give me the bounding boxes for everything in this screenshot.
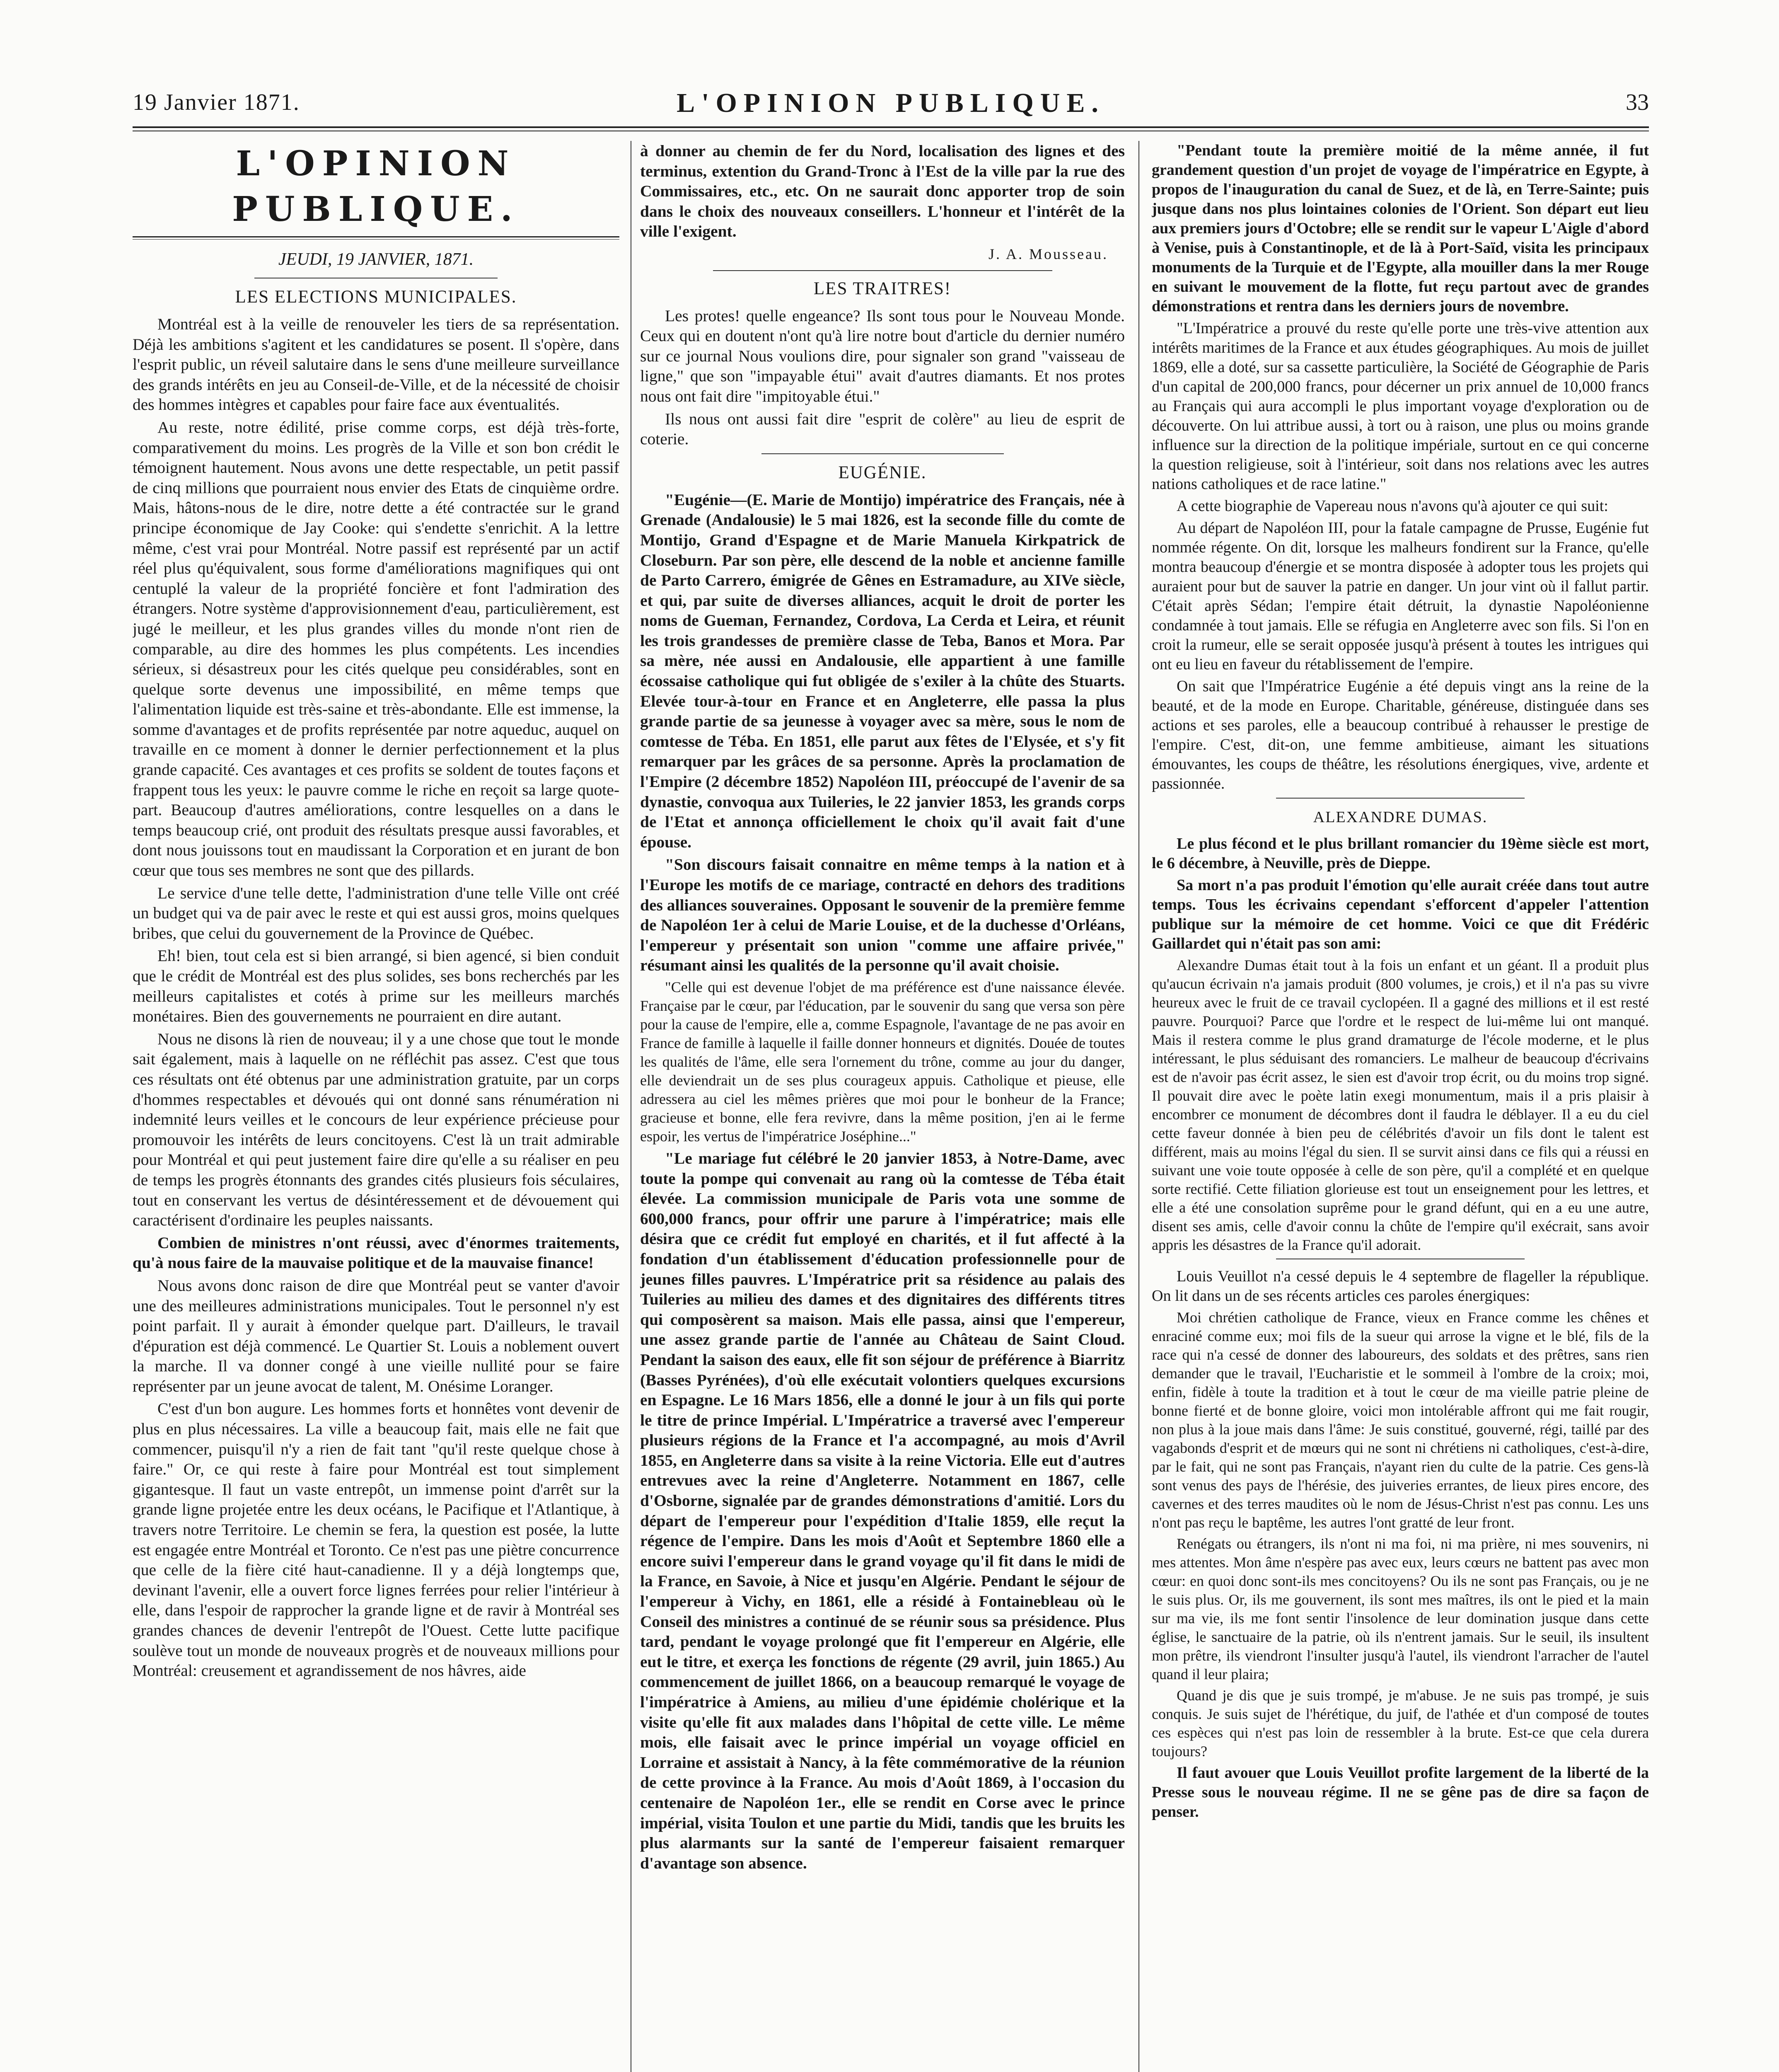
- divider: [761, 453, 1004, 454]
- article-paragraph: Eh! bien, tout cela est si bien arrangé, si bien agencé, si bien conduit que le crédit de Montréal est des plus solides, ses bons recherchés par les meilleurs capitalistes et cotés à prime sur les meilleurs marchés monétaires. Bien des gouvernements ne pourraient en dire autant.: [133, 946, 619, 1026]
- article-paragraph: Le plus fécond et le plus brillant romancier du 19ème siècle est mort, le 6 décembre, à Neuville, près de Dieppe.: [1152, 835, 1649, 872]
- article-paragraph: Il faut avouer que Louis Veuillot profite largement de la liberté de la Presse sous le nouveau régime. Il ne se gêne pas de dire sa façon de penser.: [1152, 1764, 1649, 1820]
- header-newspaper-name: L'OPINION PUBLIQUE.: [677, 88, 1105, 118]
- article-paragraph: Nous ne disons là rien de nouveau; il y a une chose que tout le monde sait également, mais à laquelle on ne réfléchit pas assez. C'est que tous ces résultats ont été obtenus par une administration gratuite, par un corps d'hommes respectables et dévoués qui ont donné sans rénumération ni indemnité leurs veilles et le concours de leur expérience précieuse pour promouvoir les intérêts de leurs concitoyens. C'est là un trait admirable pour Montréal et qui peut justement faire dire qu'elle a su réaliser en peu de temps les progrès étonnants des grandes cités plusieurs fois séculaires, tout en conservant les vertus de désintéressement et de dévouement qui caractérisent d'ordinaire les peuples naissants.: [133, 1029, 619, 1230]
- masthead-rule: [133, 236, 619, 240]
- article-paragraph: Nous avons donc raison de dire que Montréal peut se vanter d'avoir une des meilleures administrations municipales. Tout le personnel n'y est point parfait. Il y aurait à émonder quelque part. D'ailleurs, le travail d'épuration est déjà commencé. Le Quartier St. Louis a noblement ouvert la marche. Il va donner congé à une vieille nullité pour se faire représenter par un jeune avocat de talent, M. Onésime Loranger.: [133, 1276, 619, 1395]
- quote-paragraph: Alexandre Dumas était tout à la fois un enfant et un géant. Il a produit plus qu'aucun écrivain n'a jamais produit (800 volumes, je crois,) et il n'a pas su vivre heureux avec le fruit de ce travail cyclopéen. Il a gagné des millions et il est resté pauvre. Pourquoi? Parce que l'ordre et le respect de lui-même lui ont manqué. Mais il restera comme le plus grand dramaturge de l'école moderne, et le plus intéressant, le plus séduisant des romanciers. Le malheur de beaucoup d'écrivains est de n'avoir pas écrit assez, le sien est d'avoir trop écrit, ou du moins trop signé. Il pouvait dire avec le poète latin exegi monumentum, mais il a pris plaisir à encombrer ce monument de décombres dont il faudra le déblayer. Il a eu du ciel cette faveur donnée à bien peu de célébrités d'avoir un fils dont le talent est différent, mais au moins l'égal du sien. Il se survit ainsi dans ce fils qui a réussi en suivant une voie toute opposée à celle de son père, qu'il a complété et en quelque sorte rectifié. Cette filiation glorieuse est tout un enseignement pour les lettres, et elle a été une consolation suprême pour le grand défunt, qui en a eu une autre, disent ses amis, celle d'avoir connu la chûte de l'empire qu'il exécrait, sans avoir appris les désastres de la France qu'il adorait.: [1152, 957, 1649, 1253]
- quoted-text: [1152, 956, 1649, 1254]
- article-paragraph: On sait que l'Impératrice Eugénie a été depuis vingt ans la reine de la beauté, et de la mode en Europe. Charitable, généreuse, distinguée dans ses actions et ses paroles, elle a beaucoup contribué à rehausser le prestige de l'empire. C'est, dit-on, une femme ambitieuse, aimant les situations émouvantes, les coups de théâtre, les résolutions énergiques, vive, ardente et passionnée.: [1152, 678, 1649, 792]
- column-1: [133, 141, 619, 2072]
- masthead-title: L'OPINION PUBLIQUE.: [232, 144, 520, 229]
- article-paragraph: Sa mort n'a pas produit l'émotion qu'elle aurait créée dans tout autre temps. Tous les écrivains cependant s'efforcent d'appeler l'attention publique sur la mémoire de cet homme. Voici ce que dit Frédéric Gaillardet qui n'était pas son ami:: [1152, 876, 1649, 952]
- column-rule: [1138, 141, 1139, 2072]
- article-title-traitres: LES TRAITRES!: [813, 278, 952, 298]
- column-3: [1152, 141, 1649, 2072]
- article-paragraph: Au reste, notre édilité, prise comme corps, est déjà très-forte, comparativement du moins. Les progrès de la Ville et son bon crédit le témoignent hautement. Nous avons une dette respectable, un petit passif de cinq millions que pourraient nous envier des Etats de cinquième ordre. Mais, hâtons-nous de le dire, notre dette a été contractée sur le grand principe économique de Jay Cooke: qui s'endette s'enrichit. A la lettre même, c'est vrai pour Montréal. Notre passif est représenté par un actif réel plus qu'équivalent, sous forme d'améliorations magnifiques qui ont centuplé la valeur de la propriété foncière et font l'admiration des étrangers. Notre système d'approvisionnement d'eau, particulièrement, est jugé le meilleur, et les plus grandes villes du monde n'ont rien de comparable, au dire des hommes les plus compétents. Les incendies sérieux, si désastreux pour les cités quelque peu considérables, sont en quelque sorte devenus une impossibilité, en même temps que l'alimentation liquide est très-saine et très-abondante. Elle est immense, la somme d'avantages et de profits représentée par notre aqueduc, auquel on travaille en ce moment à donner le dernier perfectionnement et la plus grande capacité. Ces avantages et ces profits se soldent de toutes façons et frappent tous les yeux: le pauvre comme le riche en reçoit sa large quote-part. Beaucoup d'autres améliorations, contre lesquelles on a dans le temps beaucoup crié, ont produit des résultats presque aussi favorables, et dont nous jouissons tout en maudissant la Corporation et en jurant de bon cœur que tous ses membres ne sont que des pillards.: [133, 418, 619, 880]
- column-2: [640, 141, 1125, 2072]
- header-date: 19 Janvier 1871.: [133, 90, 300, 115]
- quote-paragraph: Quand je dis que je suis trompé, je m'abuse. Je ne suis pas trompé, je suis conquis. Je suis sujet de l'hérétique, du juif, de l'athée et d'un composé de toutes ces espèces qui n'est pas loin de ressembler à la brute. Est-ce que cela durera toujours?: [1152, 1687, 1649, 1760]
- header-page-number: 33: [1626, 90, 1649, 115]
- header-rule: [133, 126, 1649, 131]
- article-paragraph: Combien de ministres n'ont réussi, avec d'énormes traitements, qu'à nous faire de la mauvaise politique et de la mauvaise finance!: [133, 1233, 619, 1272]
- divider: [1276, 798, 1525, 799]
- article-title-eugenie: EUGÉNIE.: [838, 462, 927, 482]
- article-paragraph: "Son discours faisait connaitre en même temps à la nation et à l'Europe les motifs de ce mariage, contracté en dehors des traditions des alliances souveraines. Opposant le souvenir de la première femme de Napoléon 1er à celui de Marie Louise, et de la duchesse d'Orléans, l'empereur y présentait son union "comme une affaire privée," résumant ainsi les qualités de la personne qu'il avait choisie.: [640, 855, 1125, 975]
- article-paragraph: "Eugénie—(E. Marie de Montijo) impératrice des Français, née à Grenade (Andalousie) le 5 mai 1826, est la seconde fille du comte de Montijo, Grand d'Espagne et de Marie Manuela Kirkpatrick de Closeburn. Par son père, elle descend de la noble et ancienne famille de Parto Carrero, émigrée de Gênes en Estramadure, au XIVe siècle, et qui, par suite de diverses alliances, acquit le droit de porter les noms de Gueman, Fernandez, Cordova, La Cerda et Leira, et réunit les trois grandesses de première classe de Teba, Banos et Mora. Par sa mère, née aussi en Andalousie, elle appartient à une famille écossaise catholique qui fut obligée de s'exiler à la chûte des Stuarts. Elevée tour-à-tour en France et en Angleterre, elle passa la plus grande partie de sa jeunesse à voyager avec sa mère, sous le nom de comtesse de Téba. En 1851, elle parut aux fêtes de l'Elysée, et s'y fit remarquer par les grâces de sa personne. Après la proclamation de l'Empire (2 décembre 1852) Napoléon III, préoccupé de l'avenir de sa dynastie, convoqua aux Tuileries, le 22 janvier 1853, les grands corps de l'Etat et annonça officiellement le choix qu'il avait fait d'une épouse.: [640, 490, 1125, 851]
- article-paragraph: Louis Veuillot n'a cessé depuis le 4 septembre de flageller la république. On lit dans un de ses récents articles ces paroles énergiques:: [1152, 1268, 1649, 1305]
- article-title-elections: LES ELECTIONS MUNICIPALES.: [235, 287, 517, 307]
- article-paragraph: Montréal est à la veille de renouveler les tiers de sa représentation. Déjà les ambitions s'agitent et les candidatures se posent. Il s'opère, dans l'esprit public, un réveil salutaire dans le sens d'une meilleure surveillance des grands intérêts en jeu au Conseil-de-Ville, et de la nécessité de choisir des hommes intègres et capables pour faire face aux éventualités.: [133, 315, 619, 414]
- article-paragraph: Le service d'une telle dette, l'administration d'une telle Ville ont créé un budget qui va de pair avec le reste et qui est aussi gros, moins quelques bribes, que celui du gouvernement de la Province de Québec.: [133, 884, 619, 942]
- article-paragraph: Les protes! quelle engeance? Ils sont tous pour le Nouveau Monde. Ceux qui en doutent n'ont qu'à lire notre bout d'article du dernier numéro sur ce journal Nous voulions dire, pour signaler son grand "vaisseau de ligne," que son "impayable étui" avait d'autres diamants. Et nos protes nous ont fait dire "impitoyable étui.": [640, 306, 1125, 405]
- article-paragraph: Ils nous ont aussi fait dire "esprit de colère" au lieu de esprit de coterie.: [640, 409, 1125, 448]
- article-signature: J. A. Mousseau.: [988, 245, 1108, 262]
- article-paragraph: Au départ de Napoléon III, pour la fatale campagne de Prusse, Eugénie fut nommée régente. On dit, lorsque les malheurs fondirent sur la France, qu'elle montra beaucoup d'énergie et se montra disposée à adopter tous les projets qui auraient pour but de sauver la patrie en danger. Un jour vint où il fallut partir. C'était après Sédan; l'empire était détruit, la dynastie Napoléonienne condamnée à tout jamais. Elle se réfugia en Angleterre avec son fils. Si l'on en croit la rumeur, elle se serait opposée jusqu'à présent à toutes les intrigues qui ont eu lieu en faveur du rétablissement de l'empire.: [1152, 519, 1649, 673]
- divider: [713, 270, 1052, 271]
- article-paragraph: "L'Impératrice a prouvé du reste qu'elle porte une très-vive attention aux intérêts maritimes de la France et aux études géographiques. Au mois de juillet 1869, elle a doté, sur sa cassette particulière, la Société de Géographie de Paris d'un capital de 200,000 francs, pour décerner un prix annuel de 10,000 francs au Français qui aura accompli le plus important voyage d'exploration ou de découverte. On lui attribue aussi, à tort ou à raison, une plus ou moins grande influence sur la direction de la politique impériale, surtout en ce qui concerne la question religieuse, soit à l'intérieur, soit dans nos relations avec les autres nations catholiques et de race latine.": [1152, 320, 1649, 493]
- article-continuation: à donner au chemin de fer du Nord, localisation des lignes et des terminus, extention du Grand-Tronc à l'Est de la ville par la rue des Commissaires, etc., etc. On ne saurait donc apporter trop de soin dans le choix des nouveaux conseillers. L'honneur et l'intérêt de la ville l'exigent.: [640, 142, 1125, 241]
- quoted-text: [1152, 1308, 1649, 1761]
- issue-dateline: JEUDI, 19 JANVIER, 1871.: [278, 250, 474, 269]
- quoted-speech: [640, 978, 1125, 1146]
- page-header: [133, 89, 1649, 122]
- article-paragraph: "Le mariage fut célébré le 20 janvier 1853, à Notre-Dame, avec toute la pompe qui convenait au rang où la comtesse de Téba était élevée. La commission municipale de Paris vota une somme de 600,000 francs, pour offrir une parure à l'impératrice; mais elle désira que ce crédit fut employé en charités, et il fut affecté à la fondation d'un établissement d'éducation professionnelle pour de jeunes filles pauvres. L'Impératrice prit sa résidence au palais des Tuileries au milieu des dames et des dignitaires des différents titres qui composèrent sa maison. Mais elle passa, ainsi que l'empereur, une assez grande partie de l'année au Château de Saint Cloud. Pendant la saison des eaux, elle fit son séjour de préférence à Biarritz (Basses Pyrénées), d'où elle exécutait volontiers quelques excursions en Espagne. Le 16 Mars 1856, elle a donné le jour à un fils qui porte le titre de prince Impérial. L'Impératrice a traversé avec l'empereur plusieurs régions de la France et l'a accompagné, au mois d'Avril 1855, en Angleterre dans sa visite à la reine Victoria. Elle eut d'autres entrevues avec la reine d'Angleterre. Notamment en 1867, celle d'Osborne, signalée par de grandes démonstrations d'amitié. Lors du départ de l'empereur pour l'expédition d'Italie 1859, elle reçut la régence de l'empire. Dans les mois d'Août et Septembre 1860 elle a encore suivi l'empereur dans le grand voyage qu'il fit dans le midi de la France, en Savoie, à Nice et jusqu'en Algérie. Pendant le séjour de l'empereur à Vichy, en 1861, elle a résidé à Fontainebleau où le Conseil des ministres a continué de se réunir sous sa présidence. Plus tard, pendant le voyage prolongé que fit l'empereur en Algérie, elle eut le titre, et exerça les fonctions de régente (29 avril, juin 1865.) Au commencement de juillet 1866, on a beaucoup remarqué le voyage de l'impératrice à Amiens, au milieu d'une épidémie cholérique et la visite qu'elle fit aux malades dans l'hôpital de cette ville. Le même mois, elle faisait avec le prince impérial un voyage officiel en Lorraine et assistait à Nancy, à la fête commémorative de la réunion de cette province à la France. Au mois d'Août 1869, à l'occasion du centenaire de Napoléon 1er., elle se rendit en Corse avec le prince impérial, visita Toulon et une partie du Midi, tandis que les bruits les plus alarmants sur la santé de l'empereur faisaient remarquer d'avantage son absence.: [640, 1149, 1125, 1872]
- quote-paragraph: Moi chrétien catholique de France, vieux en France comme les chênes et enraciné comme eux; moi fils de la sueur qui arrose la vigne et le blé, fils de la race qui n'a cessé de donner des laboureurs, des soldats et des prêtres, sans rien demander que le travail, l'Eucharistie et le sommeil à l'ombre de la croix; moi, enfin, fidèle à toute la tradition et à tout le cœur de ma vieille patrie pleine de bonne fierté et de bonne gloire, voici mon intolérable affront qui me fait rougir, non plus à la joue mais dans l'âme: Je suis constitué, gouverné, régi, taillé par des vagabonds d'esprit et de mœurs qui ne sont ni chrétiens ni catholiques, c'est-à-dire, par le fait, qui ne sont pas Français, n'ayant rien du culte de la patrie. Ces gens-là sont venus des pays de l'hérésie, des juiveries errantes, de lieux pires encore, des cavernes et des terres maudites où le nom de Jésus-Christ n'est pas connu. Les uns n'ont pas reçu le baptême, les autres l'ont gratté de leur front.: [1152, 1309, 1649, 1531]
- article-paragraph: "Pendant toute la première moitié de la même année, il fut grandement question d'un projet de voyage de l'impératrice en Egypte, à propos de l'inauguration du canal de Suez, et de là, en Terre-Sainte; puis jusque dans nos plus lointaines colonies de l'Orient. Son départ eut lieu aux premiers jours d'Octobre; elle se rendit sur le vapeur L'Aigle d'abord à Venise, puis à Constantinople, et de là à Port-Saïd, visita les principaux monuments de la Turquie et de l'Egypte, alla mouiller dans la mer Rouge en suivant le mouvement de la flotte, fut reçu partout avec de grandes démonstrations et rentra dans les derniers jours de novembre.: [1152, 142, 1649, 315]
- article-title-dumas: ALEXANDRE DUMAS.: [1313, 808, 1488, 826]
- quote-paragraph: "Celle qui est devenue l'objet de ma préférence est d'une naissance élevée. Française par le cœur, par l'éducation, par le souvenir du sang que versa son père pour la cause de l'empire, elle a, comme Espagnole, l'avantage de ne pas avoir en France de famille à laquelle il faille donner honneurs et dignités. Douée de toutes les qualités de l'âme, elle sera l'ornement du trône, comme au jour du danger, elle deviendrait un de ses plus courageux appuis. Catholique et pieuse, elle adressera au ciel les mêmes prières que moi pour le bonheur de la France; gracieuse et bonne, elle fera revivre, dans la même position, j'en ai le ferme espoir, les vertus de l'impératrice Joséphine...": [640, 978, 1125, 1145]
- quote-paragraph: Renégats ou étrangers, ils n'ont ni ma foi, ni ma prière, ni mes souvenirs, ni mes attentes. Mon âme n'espère pas avec eux, leurs cœurs ne battent pas avec mon cœur: en quoi donc sont-ils mes concitoyens? Ou ils ne sont pas Français, ou je ne le suis plus. Or, ils me gouvernent, ils sont mes maîtres, ils ont le pied et la main sur ma vie, ils me font sentir l'insolence de leur domination jusque dans cette église, le sanctuaire de la patrie, où ils n'entrent jamais. Sur le seuil, ils insultent mon prêtre, ils viendront l'insulter jusqu'à l'autel, ils viendront l'arracher de l'autel quand il leur plaira;: [1152, 1535, 1649, 1682]
- article-paragraph: C'est d'un bon augure. Les hommes forts et honnêtes vont devenir de plus en plus nécessaires. La ville a beaucoup fait, mais elle ne fait que commencer, puisqu'il n'y a rien de fait tant "qu'il reste quelque chose à faire." Or, ce qui reste à faire pour Montréal est tout simplement gigantesque. Il faut un vaste entrepôt, un immense point d'arrêt sur la grande ligne projetée entre les deux océans, le Pacifique et l'Atlantique, à travers notre Territoire. Le chemin se fera, la question est posée, la lutte est engagée entre Montréal et Toronto. Ce n'est pas une piètre concurrence que celle de la fière cité haut-canadienne. Il y a déjà longtemps que, devinant l'avenir, elle a ouvert force lignes ferrées pour relier l'intérieur à elle, dans l'espoir de rapprocher la grande ligne et de ravir à Montréal ses grandes chances de devenir l'entrepôt de l'Ouest. Cette lutte pacifique soulève tout un monde de nouveaux progrès et de nouveaux millions pour Montréal: creusement et agrandissement de nos hâvres, aide: [133, 1399, 619, 1680]
- article-paragraph: A cette biographie de Vapereau nous n'avons qu'à ajouter ce qui suit:: [1177, 497, 1608, 515]
